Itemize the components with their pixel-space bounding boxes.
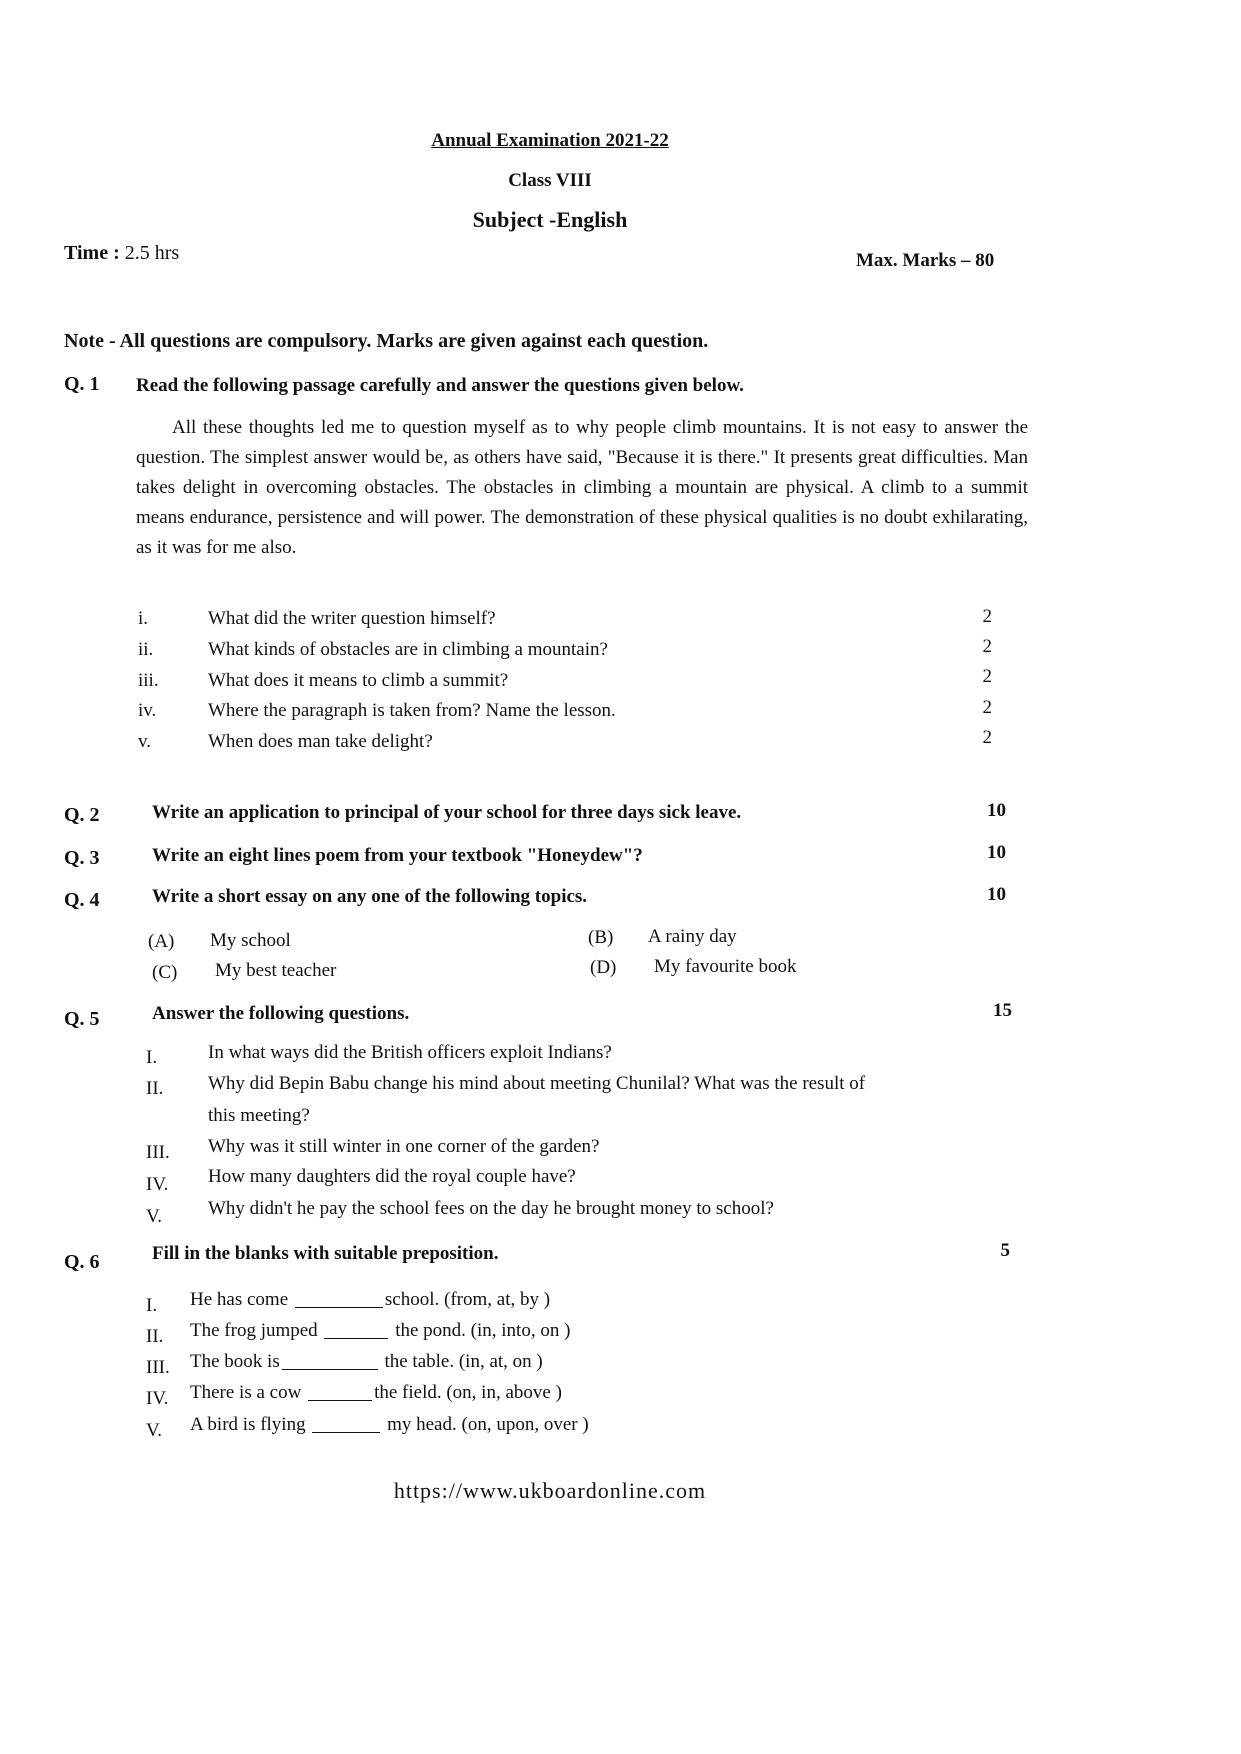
q1-item-marks: 2 xyxy=(982,697,992,718)
q6-item-row xyxy=(190,1319,570,1342)
q1-passage xyxy=(136,413,1028,563)
q6-item-number: IV. xyxy=(146,1388,169,1409)
q1-item-text: What kinds of obstacles are in climbing a mountain? xyxy=(208,639,608,660)
q6-item-number: II. xyxy=(146,1326,164,1347)
time-value: 2.5 hrs xyxy=(124,242,180,264)
q3-title: Write an eight lines poem from your textbook "Honeydew"? xyxy=(152,845,643,866)
q1-item-marks: 2 xyxy=(982,727,992,748)
q4-number: Q. 4 xyxy=(64,889,100,911)
q6-number: Q. 6 xyxy=(64,1251,100,1273)
q1-title: Read the following passage carefully and answer the questions given below. xyxy=(136,375,744,396)
q6-item-before: A bird is flying xyxy=(190,1414,306,1435)
q1-item-marks: 2 xyxy=(982,666,992,687)
q5-marks: 15 xyxy=(993,1000,1012,1021)
q5-item-number: V. xyxy=(146,1206,163,1227)
q2-title: Write an application to principal of your school for three days sick leave. xyxy=(152,802,742,823)
q2-marks: 10 xyxy=(987,800,1006,821)
q4-option-label: (A) xyxy=(148,931,175,952)
subject-label: Subject -English xyxy=(472,207,628,232)
q5-item-text: Why was it still winter in one corner of the garden? xyxy=(208,1136,600,1157)
q6-item-before: There is a cow xyxy=(190,1382,302,1403)
q5-item-text: Why did Bepin Babu change his mind about meeting Chunilal? What was the result of xyxy=(208,1073,866,1094)
answer-blank xyxy=(312,1413,380,1433)
q5-item-number: III. xyxy=(146,1142,170,1163)
q6-item-after: the field. (on, in, above ) xyxy=(374,1382,562,1403)
q6-item-row xyxy=(190,1381,562,1404)
q5-item-number: IV. xyxy=(146,1174,169,1195)
q6-item-before: The frog jumped xyxy=(190,1320,318,1341)
note-line: Note - All questions are compulsory. Marks are given against each question. xyxy=(64,330,709,352)
q5-item-text: In what ways did the British officers exploit Indians? xyxy=(208,1042,612,1063)
q6-item-number: I. xyxy=(146,1295,158,1316)
q3-marks: 10 xyxy=(987,842,1006,863)
q1-item-text: What did the writer question himself? xyxy=(208,608,496,629)
q1-item-number: iv. xyxy=(138,700,157,721)
q6-item-row xyxy=(190,1350,543,1373)
q5-item-number: II. xyxy=(146,1078,164,1099)
q4-option-label: (B) xyxy=(588,927,614,948)
q1-passage-text: All these thoughts led me to question myself as to why people climb mountains. It is not easy to answer the question. The simplest answer would be, as others have said, "Because it is there." It presents great difficulties. Man takes delight in overcoming obstacles. The obstacles in climbing a mountain are physical. A climb to a summit means endurance, persistence and will power. The demonstration of these physical qualities is no doubt exhilarating, as it was for me also. xyxy=(136,417,1028,558)
q6-title: Fill in the blanks with suitable preposition. xyxy=(152,1243,499,1264)
answer-blank xyxy=(324,1319,388,1339)
q4-option-label: (D) xyxy=(590,957,617,978)
q1-item-number: v. xyxy=(138,731,152,752)
q6-item-after: the pond. (in, into, on ) xyxy=(395,1320,571,1341)
time-label: Time : xyxy=(64,242,120,264)
q4-option-text: My favourite book xyxy=(654,956,797,977)
q6-item-row xyxy=(190,1413,589,1436)
q6-item-number: V. xyxy=(146,1420,163,1441)
q6-marks: 5 xyxy=(1000,1240,1010,1261)
time-row xyxy=(64,242,179,265)
q4-option-label: (C) xyxy=(152,962,178,983)
answer-blank xyxy=(282,1350,378,1370)
answer-blank xyxy=(308,1381,372,1401)
answer-blank xyxy=(295,1288,383,1308)
q1-item-text: When does man take delight? xyxy=(208,731,433,752)
max-marks: Max. Marks – 80 xyxy=(856,250,995,271)
q1-number: Q. 1 xyxy=(64,373,100,395)
q5-title: Answer the following questions. xyxy=(152,1003,410,1024)
q1-item-text: What does it means to climb a summit? xyxy=(208,670,509,691)
q4-title: Write a short essay on any one of the following topics. xyxy=(152,886,588,907)
q2-number: Q. 2 xyxy=(64,804,100,826)
q6-item-after: my head. (on, upon, over ) xyxy=(387,1414,589,1435)
q1-item-marks: 2 xyxy=(982,636,992,657)
q4-option-text: My best teacher xyxy=(215,960,337,981)
q4-option-text: My school xyxy=(210,930,291,951)
q5-item-number: I. xyxy=(146,1047,158,1068)
q4-marks: 10 xyxy=(987,884,1006,905)
q4-option-text: A rainy day xyxy=(648,926,737,947)
q1-item-text: Where the paragraph is taken from? Name the lesson. xyxy=(208,700,616,721)
q5-item-text: Why didn't he pay the school fees on the day he brought money to school? xyxy=(208,1198,774,1219)
q5-number: Q. 5 xyxy=(64,1008,100,1030)
q1-item-marks: 2 xyxy=(982,606,992,627)
q6-item-row xyxy=(190,1288,550,1311)
footer-url: https://www.ukboardonline.com xyxy=(393,1478,707,1503)
class-label: Class VIII xyxy=(508,170,592,191)
q1-item-number: i. xyxy=(138,608,149,629)
exam-title: Annual Examination 2021-22 xyxy=(431,130,669,151)
q1-item-number: iii. xyxy=(138,670,159,691)
q3-number: Q. 3 xyxy=(64,847,100,869)
q6-item-after: the table. (in, at, on ) xyxy=(384,1351,543,1372)
q6-item-before: The book is xyxy=(190,1351,280,1372)
q6-item-before: He has come xyxy=(190,1289,289,1310)
q5-item-text: How many daughters did the royal couple have? xyxy=(208,1166,576,1187)
q6-item-number: III. xyxy=(146,1357,170,1378)
q5-item-text-continued: this meeting? xyxy=(208,1105,310,1126)
q1-item-number: ii. xyxy=(138,639,154,660)
q6-item-after: school. (from, at, by ) xyxy=(384,1289,551,1310)
